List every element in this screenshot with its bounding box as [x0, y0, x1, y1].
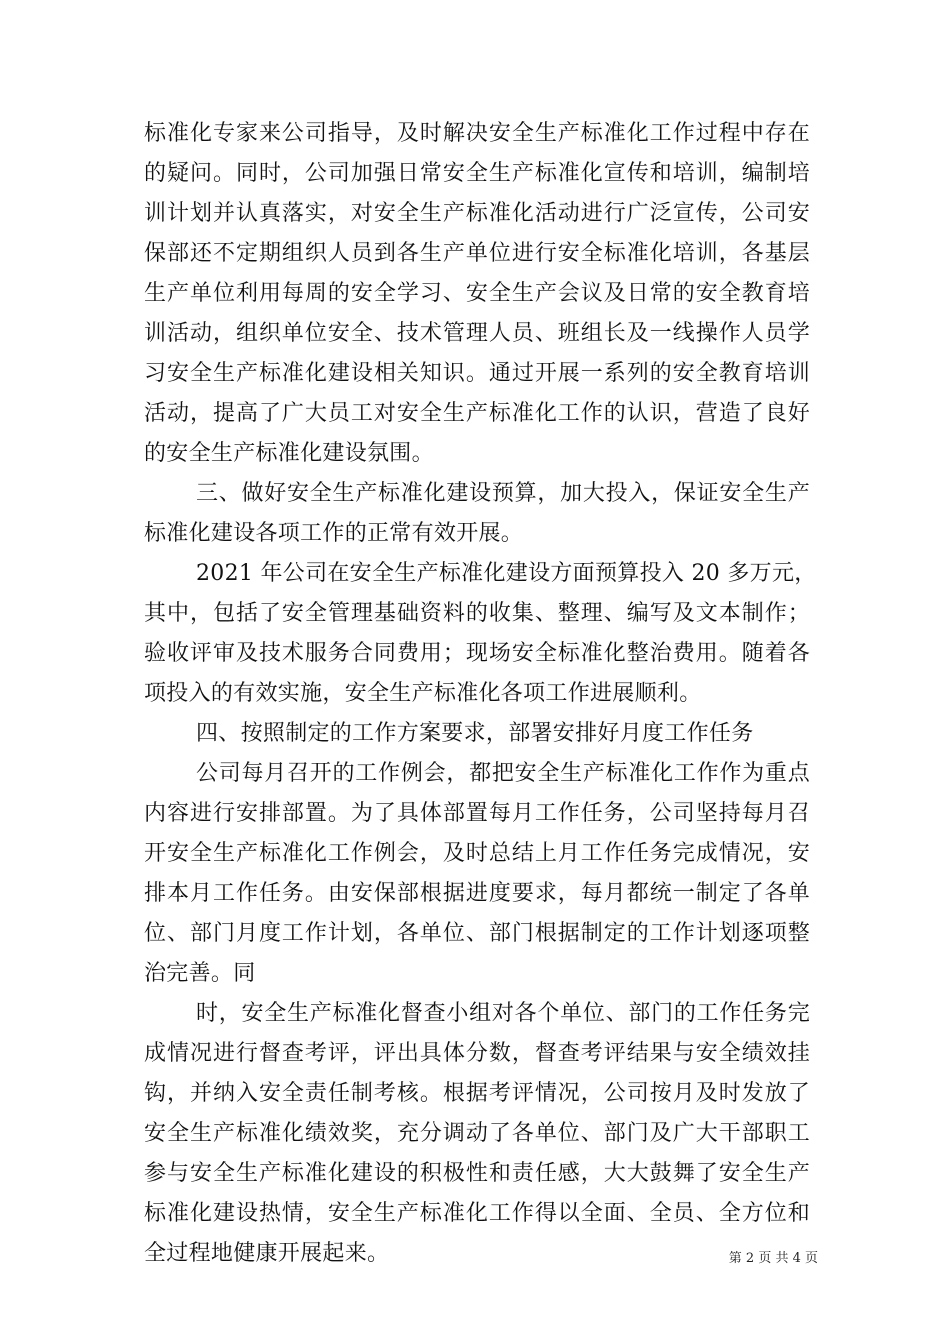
document-body	[144, 114, 817, 1274]
text-line: 参与安全生产标准化建设的积极性和责任感，大大鼓舞了安全生产	[144, 1161, 810, 1186]
section-heading-line: 四、按照制定的工作方案要求，部署安排好月度工作任务	[196, 721, 754, 746]
section-heading-line: 标准化建设各项工作的正常有效开展。	[144, 521, 524, 546]
text-line: 其中，包括了安全管理基础资料的收集、整理、编写及文本制作；	[144, 601, 810, 626]
text-line: 的安全生产标准化建设氛围。	[144, 441, 434, 466]
text-line: 位、部门月度工作计划，各单位、部门根据制定的工作计划逐项整	[144, 921, 810, 946]
text-line: 活动，提高了广大员工对安全生产标准化工作的认识，营造了良好	[144, 401, 810, 426]
section-heading-line: 三、做好安全生产标准化建设预算，加大投入，保证安全生产	[196, 481, 810, 506]
text-line: 治完善。同	[144, 961, 256, 986]
text-line: 开安全生产标准化工作例会，及时总结上月工作任务完成情况，安	[144, 841, 810, 866]
text-line: 排本月工作任务。由安保部根据进度要求，每月都统一制定了各单	[144, 881, 810, 906]
page-number: 第 2 页 共 4 页	[728, 1251, 818, 1266]
text-line: 训活动，组织单位安全、技术管理人员、班组长及一线操作人员学	[144, 321, 810, 346]
text-line: 项投入的有效实施，安全生产标准化各项工作进展顺利。	[144, 681, 702, 706]
text-line: 标准化专家来公司指导，及时解决安全生产标准化工作过程中存在	[144, 121, 810, 146]
text-line: 全过程地健康开展起来。	[144, 1241, 390, 1266]
text-line: 钩，并纳入安全责任制考核。根据考评情况，公司按月及时发放了	[144, 1081, 810, 1106]
text-line: 的疑问。同时，公司加强日常安全生产标准化宣传和培训，编制培	[144, 161, 810, 186]
text-line: 验收评审及技术服务合同费用；现场安全标准化整治费用。随着各	[144, 641, 810, 666]
text-line: 保部还不定期组织人员到各生产单位进行安全标准化培训，各基层	[144, 241, 810, 266]
text-line: 成情况进行督查考评，评出具体分数，督查考评结果与安全绩效挂	[144, 1041, 810, 1066]
text-line: 安全生产标准化绩效奖，充分调动了各单位、部门及广大干部职工	[144, 1121, 810, 1146]
text-line: 内容进行安排部置。为了具体部置每月工作任务，公司坚持每月召	[144, 801, 810, 826]
text-line: 标准化建设热情，安全生产标准化工作得以全面、全员、全方位和	[144, 1201, 810, 1226]
text-line: 2021 年公司在安全生产标准化建设方面预算投入 20 多万元，	[196, 561, 817, 586]
text-line: 生产单位利用每周的安全学习、安全生产会议及日常的安全教育培	[144, 281, 810, 306]
text-line: 习安全生产标准化建设相关知识。通过开展一系列的安全教育培训	[144, 361, 810, 386]
text-line: 公司每月召开的工作例会，都把安全生产标准化工作作为重点	[196, 761, 810, 786]
text-line: 训计划并认真落实，对安全生产标准化活动进行广泛宣传，公司安	[144, 201, 810, 226]
text-line: 时，安全生产标准化督查小组对各个单位、部门的工作任务完	[196, 1001, 810, 1026]
